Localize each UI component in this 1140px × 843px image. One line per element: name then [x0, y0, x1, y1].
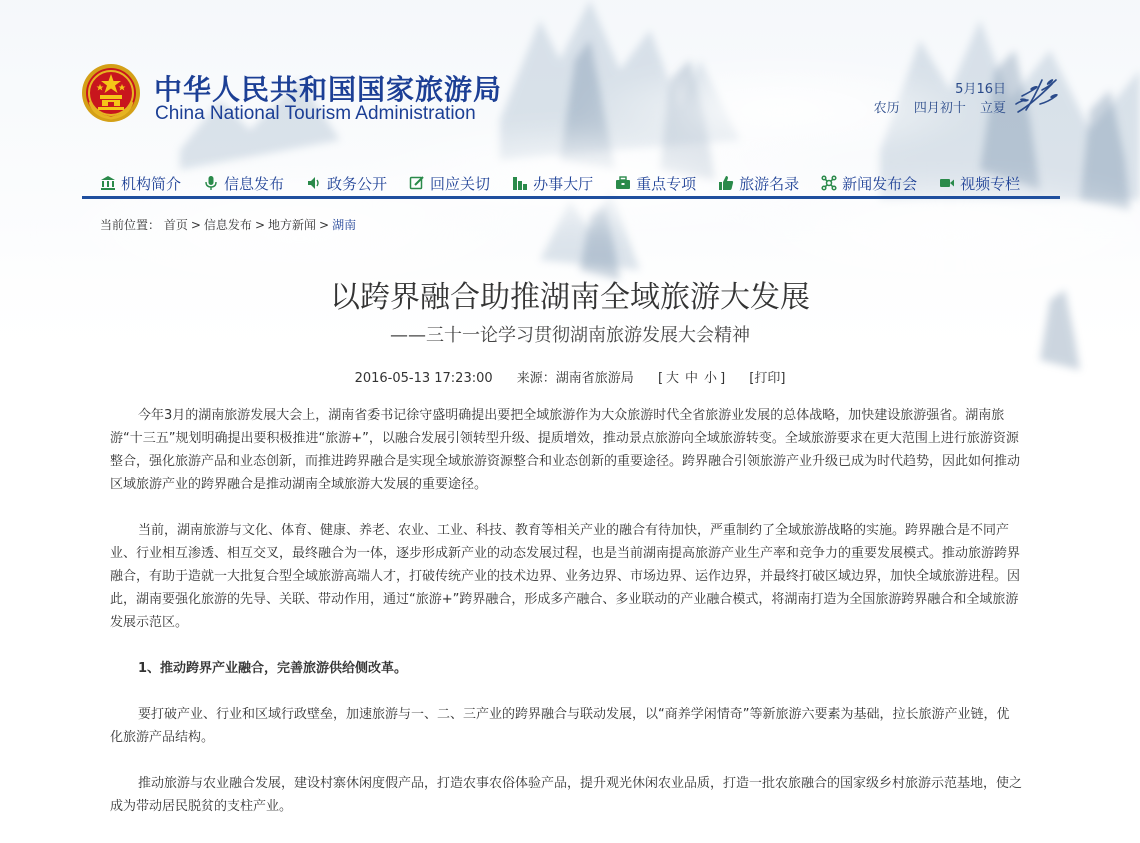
briefcase-icon [615, 175, 631, 191]
solar-term: 立夏 [979, 101, 1006, 116]
lunar-label: 农历 [873, 101, 900, 116]
edit-icon [409, 175, 425, 191]
article-datetime: 2016-05-13 17:23:00 [354, 371, 493, 386]
chart-icon [512, 175, 528, 191]
national-emblem-icon[interactable] [80, 62, 142, 124]
nav-item-info-release[interactable] [203, 173, 284, 194]
speaker-icon [306, 175, 322, 191]
print-button[interactable]: [打印] [749, 371, 786, 386]
article-paragraph: 要打破产业、行业和区域行政壁垒，加速旅游与一、二、三产业的跨界融合与联动发展，以“商养学闲情奇”等新旅游六要素为基础，拉长旅游产业链，优化旅游产品结构。 [110, 707, 1010, 745]
font-size-small-button[interactable]: 小 [704, 371, 718, 386]
breadcrumb-info-release[interactable]: 信息发布 [203, 218, 252, 232]
breadcrumb-prefix: 当前位置： [100, 218, 161, 232]
breadcrumb [100, 216, 356, 233]
nav-label: 视频专栏 [960, 174, 1021, 193]
article-meta [0, 367, 1140, 386]
nav-item-response[interactable] [409, 173, 490, 194]
nav-item-about[interactable] [100, 173, 181, 194]
font-size-large-button[interactable]: 大 [666, 371, 680, 386]
site-title-en[interactable]: China National Tourism Administration [155, 103, 476, 124]
article-paragraph: 今年3月的湖南旅游发展大会上，湖南省委书记徐守盛明确提出要把全域旅游作为大众旅游时代全省旅游业发展的总体战略，加快建设旅游强省。湖南旅游“十三五”规划明确提出要积极推进“旅游+”，以融合发展引领转型升级、提质增效，推动景点旅游向全域旅游转变。全域旅游要求在更大范围上进行旅游资源整合，强化旅游产品和业态创新，而推进跨界融合是实现全域旅游资源整合和业态创新的重要途径。跨界融合引领旅游产业升级已成为时代趋势，因此如何推动区域旅游产业的跨界融合是推动湖南全域旅游大发展的重要途径。 [110, 408, 1021, 492]
breadcrumb-home[interactable]: 首页 [163, 218, 188, 232]
current-date: 5月16日 [955, 82, 1006, 97]
article-paragraph: 推动旅游与农业融合发展，建设村寨休闲度假产品，打造农事农俗体验产品，提升观光休闲农业品质，打造一批农旅融合的国家级乡村旅游示范基地，使之成为带动居民脱贫的支柱产业。 [110, 776, 1023, 814]
nav-label: 回应关切 [430, 174, 491, 193]
solar-term-icon [1012, 74, 1060, 120]
network-icon [821, 175, 837, 191]
article-section-heading: 1、推动跨界产业融合，完善旅游供给侧改革。 [138, 661, 408, 676]
nav-label: 信息发布 [224, 174, 285, 193]
font-size-bracket-open: [ [657, 371, 664, 386]
breadcrumb-separator: > [190, 218, 201, 232]
nav-label: 机构简介 [121, 174, 182, 193]
main-nav [82, 170, 1060, 199]
article-subtitle: ——三十一论学习贯彻湖南旅游发展大会精神 [390, 325, 750, 346]
nav-label: 旅游名录 [739, 174, 800, 193]
article-paragraph: 当前，湖南旅游与文化、体育、健康、养老、农业、工业、科技、教育等相关产业的融合有待加快，严重制约了全域旅游战略的实施。跨界融合是不同产业、行业相互渗透、相互交叉，最终融合为一体，逐步形成新产业的动态发展过程，也是当前湖南提高旅游产业生产率和竞争力的重要发展模式。推动旅游跨界融合，有助于造就一大批复合型全域旅游高端人才，打破传统产业的技术边界、业务边界、市场边界、运作边界，并最终打破区域边界，加快全域旅游进程。因此，湖南要强化旅游的先导、关联、带动作用，通过“旅游+”跨界融合，形成多产融合、多业联动的产业融合模式，将湖南打造为全国旅游跨界融合和全域旅游发展示范区。 [110, 523, 1021, 630]
breadcrumb-current[interactable]: 湖南 [332, 218, 357, 232]
thumbs-up-icon [718, 175, 734, 191]
nav-item-press-conference[interactable] [821, 173, 917, 194]
microphone-icon [203, 175, 219, 191]
nav-item-service-hall[interactable] [512, 173, 593, 194]
article-title: 以跨界融合助推湖南全域旅游大发展 [330, 280, 810, 315]
building-icon [100, 175, 116, 191]
nav-label: 重点专项 [636, 174, 697, 193]
nav-label: 办事大厅 [533, 174, 594, 193]
article-body [110, 404, 1022, 841]
breadcrumb-separator: > [254, 218, 265, 232]
breadcrumb-local-news[interactable]: 地方新闻 [268, 218, 317, 232]
site-header [0, 0, 1140, 170]
font-size-medium-button[interactable]: 中 [685, 371, 699, 386]
video-icon [939, 175, 955, 191]
nav-item-gov-affairs[interactable] [306, 173, 387, 194]
site-title-cn[interactable]: 中华人民共和国国家旅游局 [154, 73, 503, 106]
nav-item-video[interactable] [939, 173, 1020, 194]
font-size-bracket-close: ] [720, 371, 726, 386]
lunar-info [874, 99, 1006, 118]
nav-label: 政务公开 [327, 174, 388, 193]
lunar-date: 四月初十 [913, 101, 966, 116]
article-source: 来源：湖南省旅游局 [516, 371, 634, 386]
date-box [874, 80, 1006, 118]
font-size-controls [658, 371, 725, 386]
nav-item-tourism-directory[interactable] [718, 173, 799, 194]
nav-item-key-projects[interactable] [615, 173, 696, 194]
nav-label: 新闻发布会 [842, 174, 918, 193]
breadcrumb-separator: > [319, 218, 330, 232]
